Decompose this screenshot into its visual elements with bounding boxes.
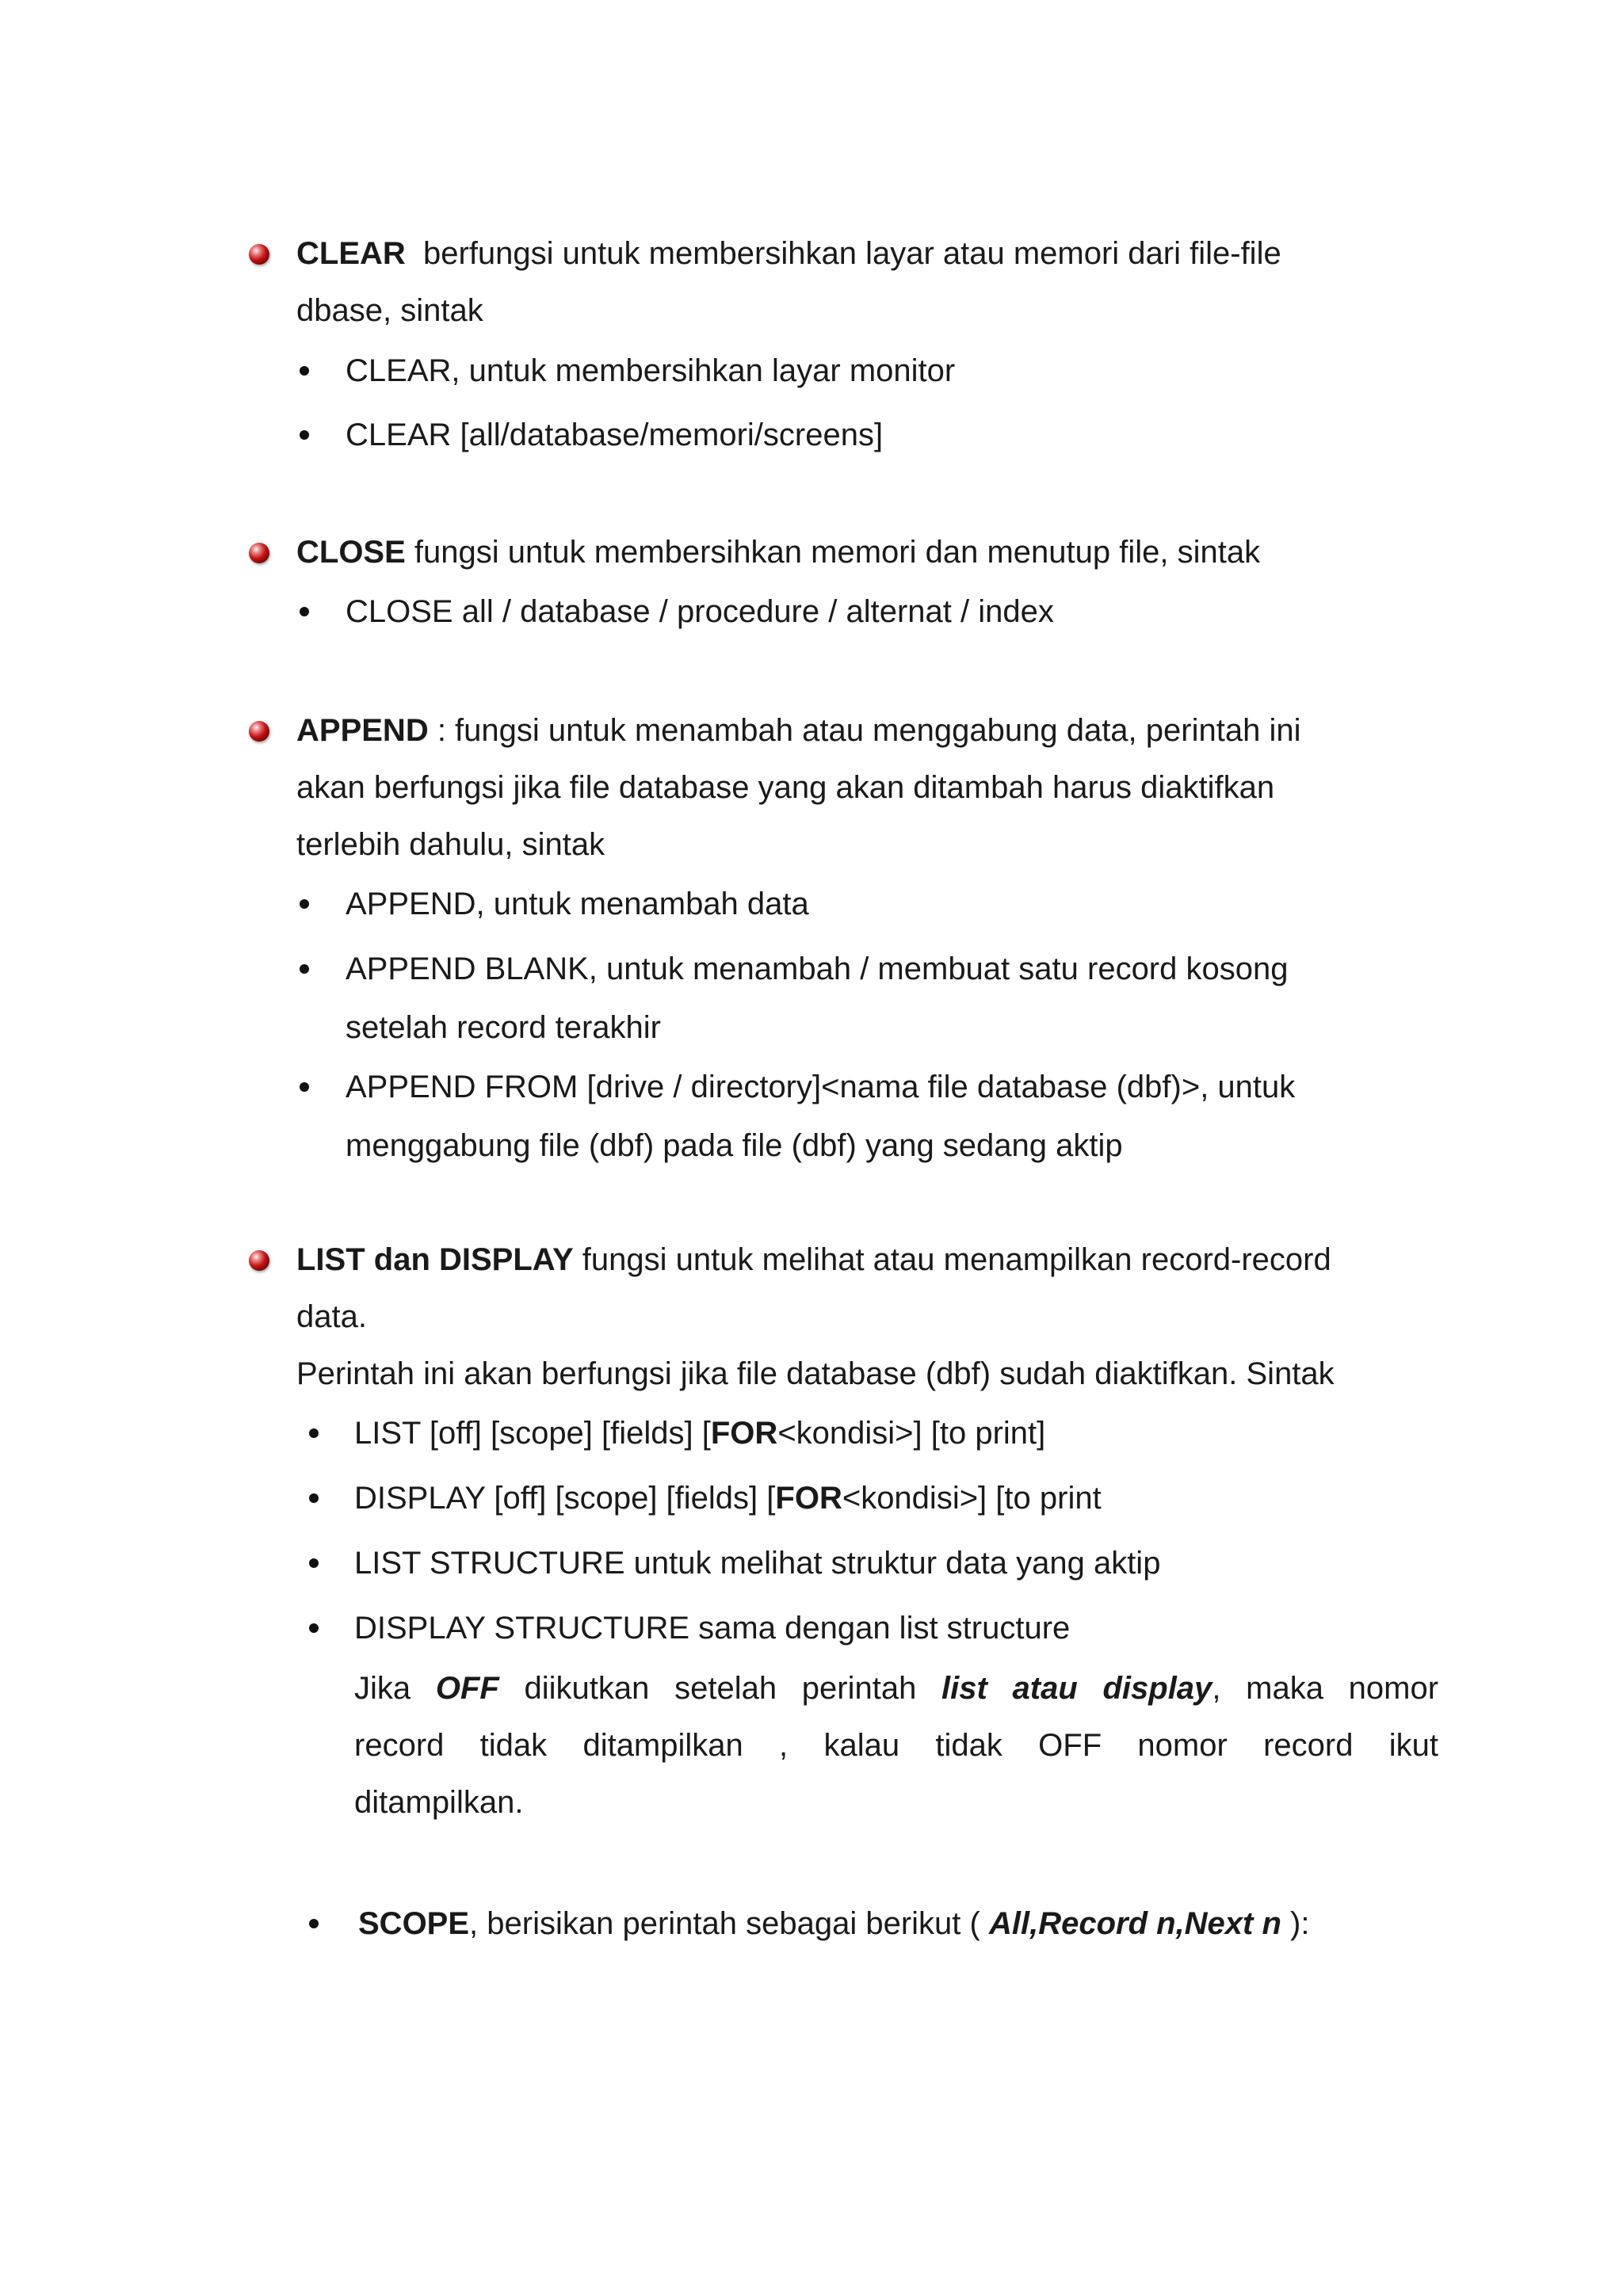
clear-heading: CLEAR berfungsi untuk membersihkan layar atau memori dari file-file [296,236,1281,271]
list-item-continued: setelah record terakhir [346,1010,661,1045]
close-keyword: CLOSE [296,535,406,570]
list-display-description: Perintah ini akan berfungsi jika file database (dbf) sudah diaktifkan. Sintak [296,1356,1335,1391]
list-display-heading: LIST dan DISPLAY fungsi untuk melihat atau menampilkan record-record [296,1242,1331,1277]
list-item: APPEND BLANK, untuk menambah / membuat satu record kosong [346,952,1289,986]
list-display-keyword: LIST dan DISPLAY [296,1242,574,1277]
list-item: CLEAR, untuk membersihkan layar monitor [346,353,956,388]
bullet-dot-icon [300,366,309,376]
scope-item: SCOPE, berisikan perintah sebagai berikut ( All,Record n,Next n ): [358,1906,1310,1941]
red-sphere-bullet-icon [249,244,269,265]
append-heading-continued: terlebih dahulu, sintak [296,827,605,862]
off-note-line: Jika OFF diikutkan setelah perintah list atau display, maka nomor [354,1671,1439,1706]
append-keyword: APPEND [296,713,429,748]
list-item: APPEND, untuk menambah data [346,887,809,921]
clear-keyword: CLEAR [296,236,406,271]
bullet-dot-icon [309,1623,319,1633]
list-item-continued: menggabung file (dbf) pada file (dbf) yang sedang aktip [346,1128,1123,1163]
list-item: CLOSE all / database / procedure / alternat / index [346,594,1054,629]
bullet-dot-icon [309,1919,319,1928]
append-heading-continued: akan berfungsi jika file database yang akan ditambah harus diaktifkan [296,770,1275,805]
scope-options: All,Record n,Next n [988,1906,1281,1941]
bullet-dot-icon [309,1493,319,1503]
bullet-dot-icon [309,1428,319,1438]
bullet-dot-icon [300,964,309,974]
close-heading: CLOSE fungsi untuk membersihkan memori dan menutup file, sintak [296,535,1261,570]
clear-heading-continued: dbase, sintak [296,293,483,328]
red-sphere-bullet-icon [249,721,269,742]
scope-keyword: SCOPE [358,1906,470,1941]
list-item: DISPLAY [off] [scope] [fields] [FOR<kondisi>] [to print [354,1481,1102,1516]
bullet-dot-icon [309,1558,319,1568]
off-note-line: ditampilkan. [354,1785,524,1820]
list-item: APPEND FROM [drive / directory]<nama file database (dbf)>, untuk [346,1070,1296,1104]
bullet-dot-icon [300,1082,309,1092]
bullet-dot-icon [300,899,309,909]
list-display-heading-continued: data. [296,1299,367,1334]
red-sphere-bullet-icon [249,543,269,563]
off-note-line: record tidak ditampilkan , kalau tidak OFF nomor record ikut [354,1728,1438,1763]
append-heading: APPEND : fungsi untuk menambah atau menggabung data, perintah ini [296,713,1301,748]
list-item: LIST [off] [scope] [fields] [FOR<kondisi>] [to print] [354,1416,1046,1451]
list-item: DISPLAY STRUCTURE sama dengan list structure [354,1611,1071,1646]
red-sphere-bullet-icon [249,1250,269,1271]
list-item: LIST STRUCTURE untuk melihat struktur data yang aktip [354,1546,1161,1581]
list-item: CLEAR [all/database/memori/screens] [346,418,884,452]
bullet-dot-icon [300,430,309,440]
bullet-dot-icon [300,607,309,616]
